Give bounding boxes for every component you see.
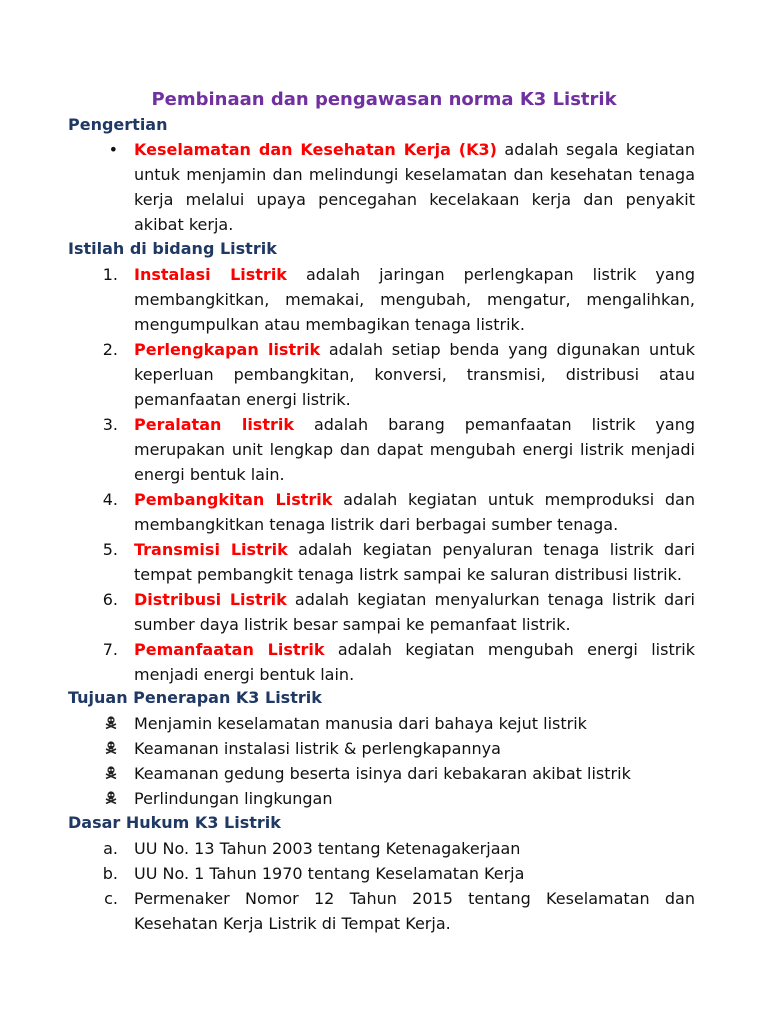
item-text [134, 262, 695, 337]
item-description: adalah segala kegiatan untuk menjamin dan melindungi keselamatan dan kesehatan tenaga kerja melalui upaya pencegahan kecelakaan kerja dan penyakit akibat kerja. [134, 140, 695, 234]
heading-dasar-hukum: Dasar Hukum K3 Listrik [68, 813, 281, 832]
item-text [134, 637, 695, 687]
letter-marker: c. [104, 889, 118, 908]
item-description: adalah jaringan perlengkapan listrik yang membangkitkan, memakai, mengubah, mengatur, mengalihkan, mengumpulkan atau membagikan tenaga listrik. [134, 265, 695, 334]
document-title: Pembinaan dan pengawasan norma K3 Listrik [151, 89, 617, 110]
item-text: Menjamin keselamatan manusia dari bahaya kejut listrik [134, 714, 587, 733]
number-marker: 3. [102, 415, 118, 434]
item-text: UU No. 13 Tahun 2003 tentang Ketenagakerjaan [134, 839, 521, 858]
item-term: Pemanfaatan Listrik [134, 640, 325, 659]
item-term: Distribusi Listrik [134, 590, 287, 609]
item-term: Keselamatan dan Kesehatan Kerja (K3) [134, 140, 497, 159]
item-term: Perlengkapan listrik [134, 340, 321, 359]
item-text: Perlindungan lingkungan [134, 789, 333, 808]
skull-crossbones-icon [68, 786, 118, 811]
number-marker: 7. [102, 640, 118, 659]
item-text [134, 412, 695, 487]
item-text: UU No. 1 Tahun 1970 tentang Keselamatan Kerja [134, 864, 525, 883]
heading-tujuan: Tujuan Penerapan K3 Listrik [68, 688, 322, 707]
number-marker: 5. [102, 540, 118, 559]
heading-pengertian: Pengertian [68, 115, 168, 134]
item-description: adalah setiap benda yang digunakan untuk keperluan pembangkitan, konversi, transmisi, distribusi atau pemanfaatan energi listrik. [134, 340, 696, 409]
item-text [134, 337, 695, 412]
item-term: Transmisi Listrik [134, 540, 288, 559]
item-description: adalah barang pemanfaatan listrik yang merupakan unit lengkap dan dapat mengubah energi listrik menjadi energi bentuk lain. [134, 415, 696, 484]
item-description: adalah kegiatan penyaluran tenaga listrik dari tempat pembangkit tenaga listrk sampai ke saluran distribusi listrik. [134, 540, 696, 584]
number-marker: 1. [102, 265, 118, 284]
item-description: adalah kegiatan menyalurkan tenaga listrik dari sumber daya listrik besar sampai ke pemanfaat listrik. [134, 590, 695, 634]
number-marker: 4. [102, 490, 118, 509]
item-term: Pembangkitan Listrik [134, 490, 333, 509]
letter-marker: a. [103, 839, 118, 858]
number-marker: 2. [102, 340, 118, 359]
skull-crossbones-icon [68, 761, 118, 786]
item-term: Instalasi Listrik [134, 265, 287, 284]
item-text: Keamanan gedung beserta isinya dari kebakaran akibat listrik [134, 764, 631, 783]
item-text [134, 537, 695, 587]
letter-marker: b. [102, 864, 118, 883]
bullet-marker: • [108, 140, 118, 159]
item-text [134, 487, 695, 537]
number-marker: 6. [102, 590, 118, 609]
item-text [134, 587, 695, 637]
item-text: Permenaker Nomor 12 Tahun 2015 tentang Keselamatan dan Kesehatan Kerja Listrik di Tempat Kerja. [134, 889, 695, 933]
skull-crossbones-icon [68, 711, 118, 736]
item-text: Keamanan instalasi listrik & perlengkapannya [134, 739, 501, 758]
heading-istilah: Istilah di bidang Listrik [68, 239, 277, 258]
item-term: Peralatan listrik [134, 415, 294, 434]
item-description: adalah kegiatan untuk memproduksi dan membangkitkan tenaga listrik dari berbagai sumber tenaga. [134, 490, 696, 534]
skull-crossbones-icon [68, 736, 118, 761]
item-text [134, 137, 695, 237]
item-description: adalah kegiatan mengubah energi listrik menjadi energi bentuk lain. [134, 640, 695, 684]
